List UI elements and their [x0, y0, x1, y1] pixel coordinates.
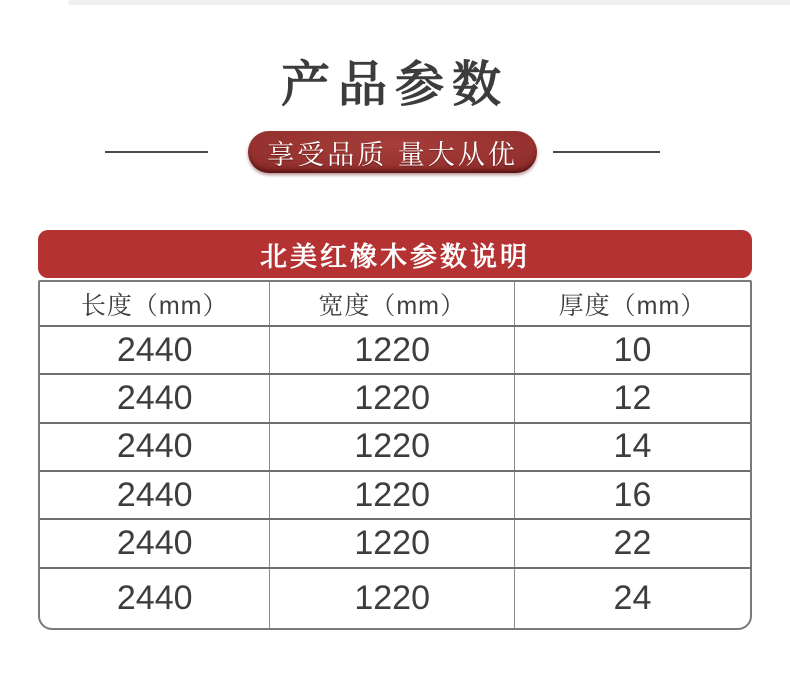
table-row	[40, 472, 750, 520]
table-row	[40, 569, 750, 628]
ribbon-side-line-right	[553, 151, 660, 153]
cell-width: 1220	[270, 472, 515, 518]
cell-length: 2440	[40, 424, 270, 470]
cell-width: 1220	[270, 327, 515, 373]
column-header-thickness: 厚度（mm）	[558, 291, 707, 320]
table-title-bar	[38, 230, 752, 278]
cell-length: 2440	[40, 520, 270, 566]
cell-width: 1220	[270, 424, 515, 470]
table-body	[38, 280, 752, 630]
cell-length: 2440	[40, 375, 270, 421]
table-header-row	[40, 282, 750, 327]
top-divider-strip	[68, 0, 790, 5]
cell-length: 2440	[40, 327, 270, 373]
table-row	[40, 375, 750, 423]
column-header-length: 长度（mm）	[40, 282, 270, 325]
table-title: 北美红橡木参数说明	[260, 241, 530, 272]
ribbon-side-line-left	[105, 151, 208, 153]
table-row	[40, 424, 750, 472]
cell-thickness: 10	[613, 330, 652, 369]
table-row	[40, 520, 750, 568]
cell-width: 1220	[270, 375, 515, 421]
cell-thickness: 24	[613, 578, 652, 617]
product-parameter-table	[38, 230, 752, 630]
cell-thickness: 12	[613, 379, 652, 418]
cell-thickness: 22	[613, 524, 652, 563]
table-row	[40, 327, 750, 375]
cell-length: 2440	[40, 569, 270, 628]
quality-ribbon	[248, 131, 537, 173]
cell-thickness: 16	[613, 475, 652, 514]
ribbon-label: 享受品质 量大从优	[267, 139, 518, 170]
page-title: 产品参数	[280, 58, 509, 112]
cell-length: 2440	[40, 472, 270, 518]
cell-width: 1220	[270, 520, 515, 566]
cell-thickness: 14	[613, 427, 652, 466]
column-header-width: 宽度（mm）	[270, 282, 515, 325]
cell-width: 1220	[270, 569, 515, 628]
